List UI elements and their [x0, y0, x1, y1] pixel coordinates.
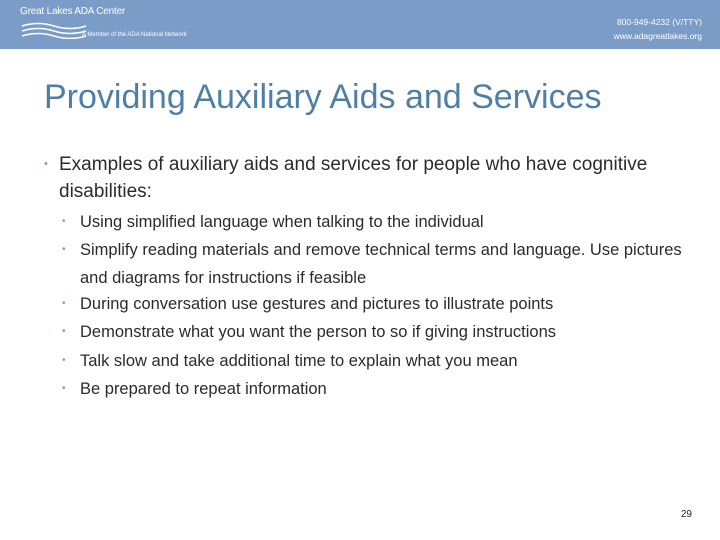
sub-bullet	[62, 208, 702, 236]
phone-number: 800-949-4232 (V/TTY)	[616, 17, 702, 27]
bullet-icon: •	[62, 298, 66, 309]
sub-bullet-text: During conversation use gestures and pictures to illustrate points	[80, 295, 554, 313]
bullet-icon: •	[62, 326, 66, 337]
bullet-icon: •	[62, 383, 66, 394]
bullet-icon: •	[62, 244, 66, 255]
sub-bullet	[62, 347, 702, 375]
website-link[interactable]: www.adagreatlakes.org	[613, 31, 702, 41]
sub-bullet	[62, 375, 702, 403]
sub-bullet-text: Using simplified language when talking to the individual	[80, 213, 484, 231]
main-bullet-text: Examples of auxiliary aids and services for people who have cognitive disabilities:	[59, 154, 648, 202]
sub-bullet-text: Simplify reading materials and remove technical terms and language. Use pictures and diagrams for instructions if feasible	[80, 241, 682, 287]
main-bullet	[44, 151, 684, 205]
sub-bullet-text: Demonstrate what you want the person to so if giving instructions	[80, 323, 556, 341]
bullet-icon: •	[44, 158, 48, 170]
bullet-icon: •	[62, 355, 66, 366]
sub-bullet-text: Be prepared to repeat information	[80, 380, 327, 398]
logo-tagline: A Member of the ADA National Network	[82, 32, 187, 38]
logo-text: Great Lakes ADA Center	[20, 6, 126, 17]
sub-bullet	[62, 236, 702, 292]
bullet-icon: •	[62, 216, 66, 227]
sub-bullet-text: Talk slow and take additional time to explain what you mean	[80, 352, 518, 370]
sub-bullet	[62, 318, 702, 346]
sub-bullet	[62, 290, 702, 318]
page-number: 29	[680, 509, 692, 520]
slide-title: Providing Auxiliary Aids and Services	[44, 78, 602, 116]
